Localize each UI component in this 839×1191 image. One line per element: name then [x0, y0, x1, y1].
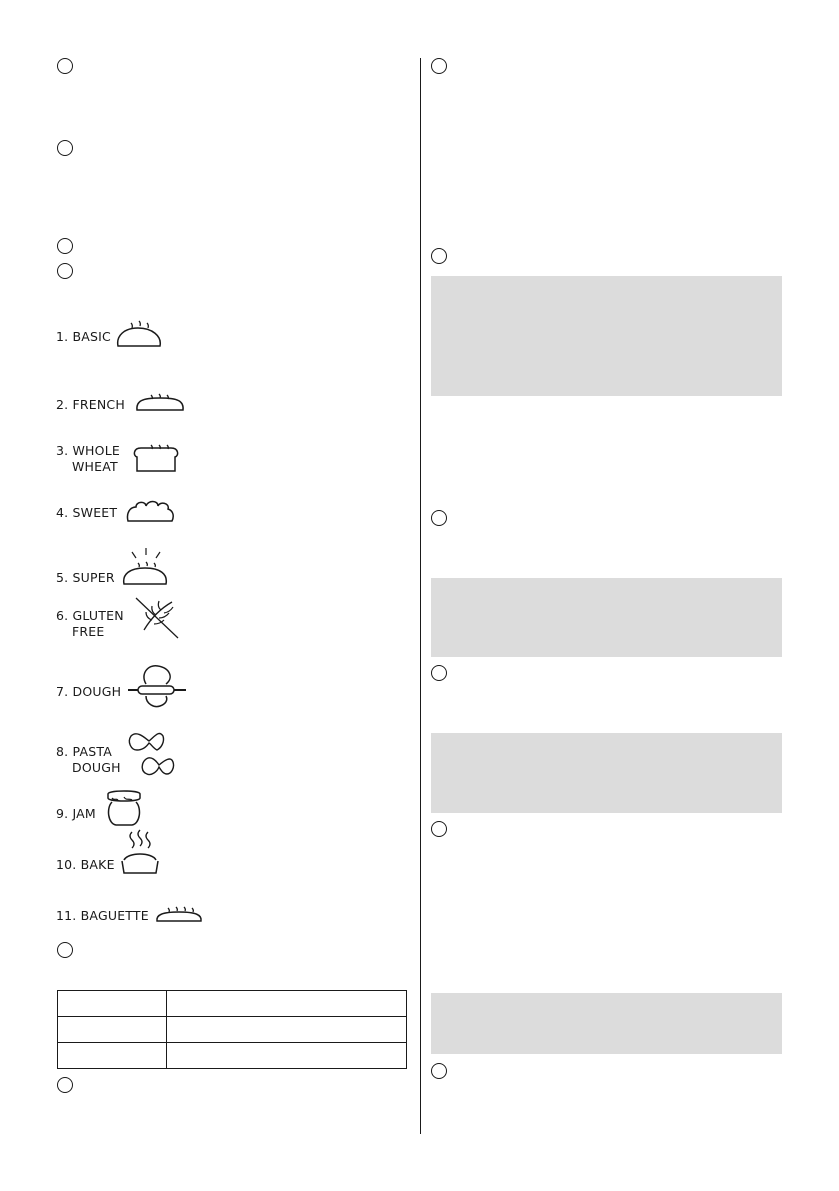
dough-rolling-pin-icon: [126, 662, 188, 710]
step-marker: [57, 238, 73, 254]
program-label-whole-wheat-2: WHEAT: [72, 459, 118, 474]
step-marker: [431, 58, 447, 74]
step-marker: [431, 510, 447, 526]
program-label-dough: 7. DOUGH: [56, 684, 122, 699]
table-row: [58, 1043, 407, 1069]
shaded-note-box: [431, 993, 782, 1054]
shaded-note-box: [431, 733, 782, 813]
table-row: [58, 991, 407, 1017]
step-marker: [431, 665, 447, 681]
shaded-note-box: [431, 578, 782, 657]
program-label-basic: 1. BASIC: [56, 329, 111, 344]
french-bread-icon: [134, 393, 186, 413]
bake-tray-icon: [118, 828, 162, 876]
step-marker: [57, 942, 73, 958]
program-label-bake: 10. BAKE: [56, 857, 115, 872]
settings-table: [57, 990, 407, 1069]
table-cell: [167, 1043, 407, 1069]
gluten-free-icon: [134, 596, 180, 640]
program-label-super: 5. SUPER: [56, 570, 115, 585]
table-cell: [58, 1043, 167, 1069]
basic-bread-icon: [114, 318, 164, 350]
table-cell: [58, 1017, 167, 1043]
program-label-pasta-dough-2: DOUGH: [72, 760, 121, 775]
whole-wheat-loaf-icon: [131, 444, 181, 474]
program-label-jam: 9. JAM: [56, 806, 96, 821]
shaded-note-box: [431, 276, 782, 396]
program-label-sweet: 4. SWEET: [56, 505, 118, 520]
program-label-pasta-dough-1: 8. PASTA: [56, 744, 112, 759]
table-row: [58, 1017, 407, 1043]
program-label-gluten-free-1: 6. GLUTEN: [56, 608, 124, 623]
sweet-bread-icon: [124, 498, 176, 524]
super-rapid-bread-icon: [118, 546, 172, 588]
jam-jar-icon: [104, 788, 144, 828]
pasta-bow-icon: [127, 728, 177, 778]
step-marker: [431, 1063, 447, 1079]
step-marker: [57, 140, 73, 156]
step-marker: [431, 248, 447, 264]
program-label-gluten-free-2: FREE: [72, 624, 105, 639]
program-label-baguette: 11. BAGUETTE: [56, 908, 149, 923]
step-marker: [57, 263, 73, 279]
table-cell: [58, 991, 167, 1017]
baguette-icon: [154, 906, 204, 924]
table-cell: [167, 1017, 407, 1043]
step-marker: [431, 821, 447, 837]
step-marker: [57, 1077, 73, 1093]
table-cell: [167, 991, 407, 1017]
column-divider: [420, 58, 421, 1134]
step-marker: [57, 58, 73, 74]
program-label-french: 2. FRENCH: [56, 397, 125, 412]
program-label-whole-wheat-1: 3. WHOLE: [56, 443, 120, 458]
